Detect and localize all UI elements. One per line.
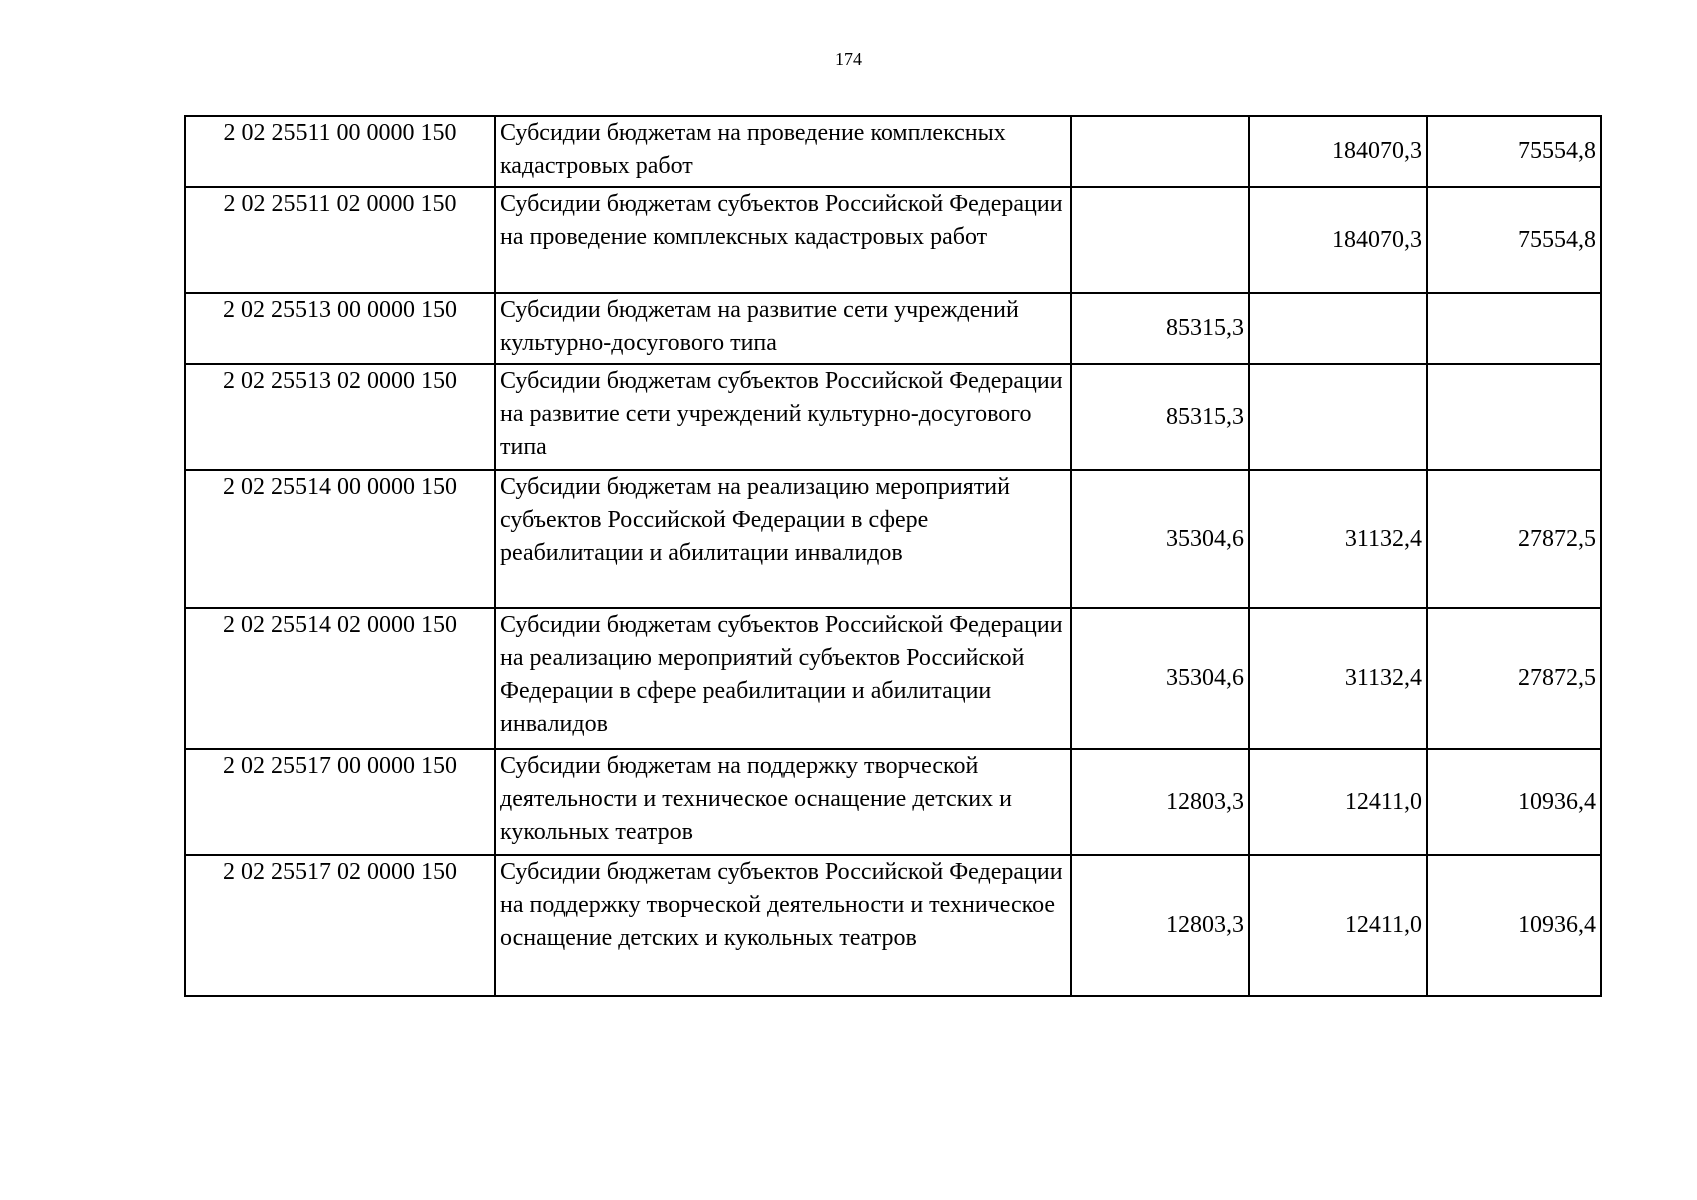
description-cell: Субсидии бюджетам на реализацию мероприятий субъектов Российской Федерации в сфере реабилитации и абилитации инвалидов <box>495 470 1071 608</box>
description-cell: Субсидии бюджетам на поддержку творческой деятельности и техническое оснащение детских и кукольных театров <box>495 749 1071 855</box>
budget-code-cell: 2 02 25517 02 0000 150 <box>185 855 495 996</box>
value-cell: 85315,3 <box>1071 364 1249 470</box>
value-cell: 27872,5 <box>1427 608 1601 749</box>
table-row <box>185 187 1601 293</box>
value-cell <box>1249 293 1427 364</box>
description-cell: Субсидии бюджетам субъектов Российской Федерации на поддержку творческой деятельности и техническое оснащение детских и кукольных театров <box>495 855 1071 996</box>
value-cell: 10936,4 <box>1427 855 1601 996</box>
value-cell <box>1071 116 1249 187</box>
budget-code-cell: 2 02 25517 00 0000 150 <box>185 749 495 855</box>
value-cell: 31132,4 <box>1249 470 1427 608</box>
value-cell: 12803,3 <box>1071 749 1249 855</box>
budget-table <box>184 115 1602 997</box>
value-cell: 75554,8 <box>1427 116 1601 187</box>
value-cell: 184070,3 <box>1249 116 1427 187</box>
value-cell: 27872,5 <box>1427 470 1601 608</box>
value-cell: 35304,6 <box>1071 608 1249 749</box>
value-cell <box>1249 364 1427 470</box>
description-cell: Субсидии бюджетам субъектов Российской Федерации на реализацию мероприятий субъектов Российской Федерации в сфере реабилитации и абилитации инвалидов <box>495 608 1071 749</box>
budget-code-cell: 2 02 25514 00 0000 150 <box>185 470 495 608</box>
value-cell: 12411,0 <box>1249 749 1427 855</box>
description-cell: Субсидии бюджетам на развитие сети учреждений культурно-досугового типа <box>495 293 1071 364</box>
value-cell: 75554,8 <box>1427 187 1601 293</box>
budget-code-cell: 2 02 25513 02 0000 150 <box>185 364 495 470</box>
value-cell: 35304,6 <box>1071 470 1249 608</box>
budget-code-cell: 2 02 25513 00 0000 150 <box>185 293 495 364</box>
table-row <box>185 855 1601 996</box>
value-cell <box>1427 293 1601 364</box>
budget-code-cell: 2 02 25514 02 0000 150 <box>185 608 495 749</box>
description-cell: Субсидии бюджетам субъектов Российской Федерации на развитие сети учреждений культурно-досугового типа <box>495 364 1071 470</box>
value-cell: 31132,4 <box>1249 608 1427 749</box>
page-number: 174 <box>835 49 862 69</box>
table-row <box>185 293 1601 364</box>
table-row <box>185 749 1601 855</box>
budget-code-cell: 2 02 25511 00 0000 150 <box>185 116 495 187</box>
value-cell: 85315,3 <box>1071 293 1249 364</box>
description-cell: Субсидии бюджетам субъектов Российской Федерации на проведение комплексных кадастровых работ <box>495 187 1071 293</box>
value-cell: 12803,3 <box>1071 855 1249 996</box>
value-cell: 184070,3 <box>1249 187 1427 293</box>
table-row <box>185 116 1601 187</box>
description-cell: Субсидии бюджетам на проведение комплексных кадастровых работ <box>495 116 1071 187</box>
budget-code-cell: 2 02 25511 02 0000 150 <box>185 187 495 293</box>
value-cell: 12411,0 <box>1249 855 1427 996</box>
value-cell: 10936,4 <box>1427 749 1601 855</box>
table-row <box>185 364 1601 470</box>
value-cell <box>1427 364 1601 470</box>
value-cell <box>1071 187 1249 293</box>
table-row <box>185 608 1601 749</box>
table-row <box>185 470 1601 608</box>
